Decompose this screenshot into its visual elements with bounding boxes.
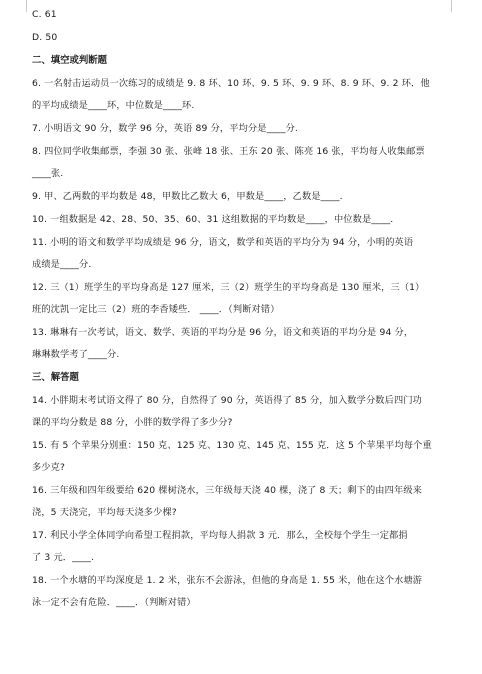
question-text-line: 18. 一个水塘的平均深度是 1. 2 米，张东不会游泳，但他的身高是 1. 55 米，他在这个水塘游 xyxy=(32,575,423,586)
page-corner-mark-left xyxy=(12,0,27,12)
question-text-line: 8. 四位同学收集邮票，李强 30 张、张峰 18 张、王东 20 张、陈亮 16 张，平均每人收集邮票 xyxy=(32,146,425,157)
section-heading-answer: 三、解答题 xyxy=(32,372,79,383)
question-text-line: ____张. xyxy=(32,168,64,179)
question-text-line: 多少克? xyxy=(32,462,66,473)
question-text-line: 17. 利民小学全体同学向希望工程捐款，平均每人捐款 3 元．那么，全校每个学生一定都捐 xyxy=(32,530,408,541)
document-content xyxy=(32,8,456,619)
question-text-line: 14. 小胖期末考试语文得了 80 分，自然得了 90 分，英语得了 85 分，加入数学分数后四门功 xyxy=(32,395,422,406)
question-text-line: 班的沈凯一定比三（2）班的李香矮些． ____．（判断对错） xyxy=(32,304,280,315)
question-9 xyxy=(32,190,456,203)
question-text-line: 10. 一组数据是 42、28、50、35、60、31 这组数据的平均数是____，中位数是____. xyxy=(32,214,394,225)
question-17 xyxy=(32,529,456,564)
question-text-line: 泳一定不会有危险．____．（判断对错） xyxy=(32,597,196,608)
question-16 xyxy=(32,484,456,519)
question-18 xyxy=(32,574,456,609)
question-text-line: 15. 有 5 个苹果分别重：150 克、125 克、130 克、145 克、155 克．这 5 个苹果平均每个重 xyxy=(32,440,432,451)
question-text-line: 课的平均分数是 88 分，小胖的数学得了多少分? xyxy=(32,417,233,428)
section-heading-fill-in: 二、填空或判断题 xyxy=(32,55,108,66)
question-text-line: 12. 三（1）班学生的平均身高是 127 厘米，三（2）班学生的平均身高是 130 厘米，三（1） xyxy=(32,282,425,293)
question-10 xyxy=(32,213,456,226)
question-6 xyxy=(32,77,456,112)
question-11 xyxy=(32,236,456,271)
question-8 xyxy=(32,145,456,180)
question-14 xyxy=(32,394,456,429)
question-12 xyxy=(32,281,456,316)
question-15 xyxy=(32,439,456,474)
question-7 xyxy=(32,122,456,135)
question-text-line: 7. 小明语文 90 分，数学 96 分，英语 89 分，平均分是____分. xyxy=(32,123,298,134)
question-text-line: 琳琳数学考了____分. xyxy=(32,349,120,360)
question-text-line: 6. 一名射击运动员一次练习的成绩是 9. 8 环、10 环、9. 5 环、9. 9 环、8. 9 环、9. 2 环．他 xyxy=(32,78,430,89)
question-text-line: 浇，5 天浇完，平均每天浇多少棵? xyxy=(32,507,177,518)
question-text-line: 16. 三年级和四年级要给 620 棵树浇水，三年级每天浇 40 棵，浇了 8 天；剩下的由四年级来 xyxy=(32,485,422,496)
question-text-line: 的平均成绩是____环，中位数是____环. xyxy=(32,100,195,111)
question-text-line: 11. 小明的语文和数学平均成绩是 96 分，语文，数学和英语的平均分为 94 分，小明的英语 xyxy=(32,237,414,248)
question-text-line: 13. 琳琳有一次考试，语文、数学、英语的平均分是 96 分，语文和英语的平均分是 94 分， xyxy=(32,327,414,338)
question-text-line: 了 3 元．____. xyxy=(32,552,95,563)
option-c: C. 61 xyxy=(32,9,57,20)
question-text-line: 9. 甲、乙两数的平均数是 48，甲数比乙数大 6，甲数是____，乙数是____. xyxy=(32,191,343,202)
question-text-line: 成绩是____分. xyxy=(32,259,92,270)
question-13 xyxy=(32,326,456,361)
option-d: D. 50 xyxy=(32,32,58,43)
